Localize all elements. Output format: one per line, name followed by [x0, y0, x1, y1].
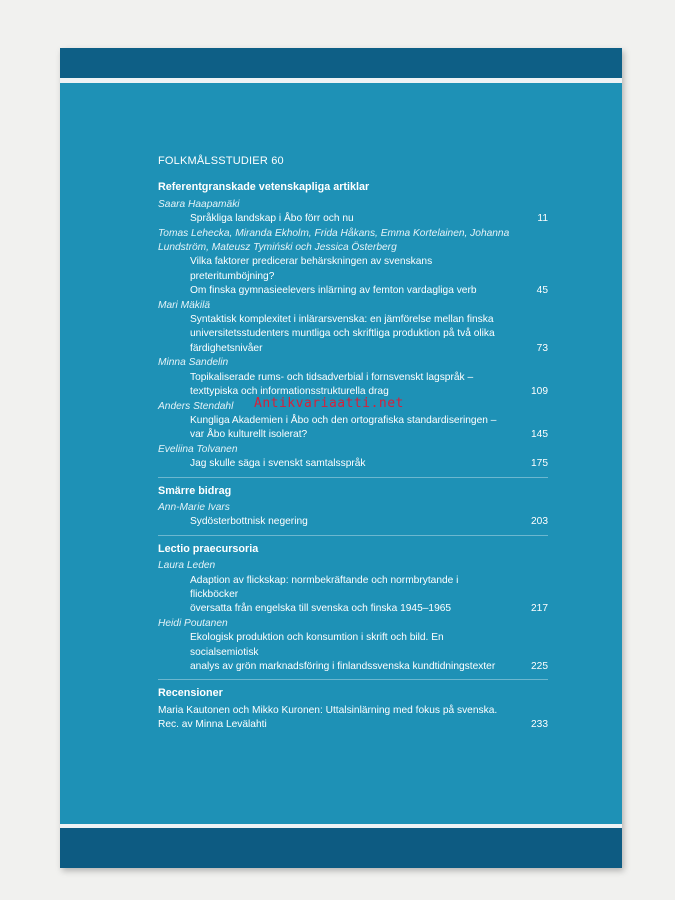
- bottom-band: [60, 828, 622, 868]
- article-title: Ekologisk produktion och konsumtion i skrift och bild. En socialsemiotisk analys av grön marknadsföring i finlandssvenska kundtidningstexter: [190, 632, 496, 672]
- page-number: 175: [531, 458, 548, 470]
- article-author: Eveliina Tolvanen: [158, 443, 238, 455]
- article-entry: [158, 414, 548, 443]
- table-of-contents: [158, 154, 548, 733]
- review-title: Maria Kautonen och Mikko Kuronen: Uttalsinlärning med fokus på svenska. Rec. av Minna Levälahti: [158, 704, 498, 731]
- series-title: FOLKMÅLSSTUDIER 60: [158, 155, 284, 167]
- article-entry: [158, 255, 548, 298]
- section-divider: [158, 477, 548, 478]
- article-entry: [158, 574, 548, 617]
- article-title: Vilka faktorer predicerar behärskningen av svenskans preteritumböjning? Om finska gymnasieelevers inlärning av femton vardagliga verb: [190, 256, 477, 297]
- page-number: 233: [531, 719, 548, 731]
- article-author: Mari Mäkilä: [158, 299, 211, 311]
- article-title: Adaption av flickskap: normbekräftande och normbrytande i flickböcker översatta från engelska till svenska och finska 1945–1965: [190, 574, 459, 615]
- page-number: 11: [537, 213, 548, 225]
- article-author: Saara Haapamäki: [158, 198, 240, 210]
- page-number: 73: [536, 342, 548, 354]
- section-heading: Smärre bidrag: [158, 484, 232, 497]
- review-entry: [158, 704, 548, 733]
- article-entry: [158, 515, 548, 529]
- page-number: 217: [531, 603, 548, 615]
- article-author: Laura Leden: [158, 560, 216, 572]
- section-divider: [158, 679, 548, 680]
- book-back-cover: [60, 48, 622, 868]
- article-title: Kungliga Akademien i Åbo och den ortografiska standardiseringen – var Åbo kulturellt isolerat?: [190, 414, 497, 441]
- page-number: 203: [531, 516, 548, 528]
- section-divider: [158, 535, 548, 536]
- article-author: Anders Stendahl: [158, 400, 234, 412]
- article-title: Jag skulle säga i svenskt samtalsspråk: [190, 458, 366, 470]
- article-title: Syntaktisk komplexitet i inlärarsvenska: en jämförelse mellan finska universitetsstudenters muntliga och skriftliga produktion på två olika färdighetsnivåer: [190, 314, 495, 354]
- section-heading: Lectio praecursoria: [158, 542, 259, 555]
- top-band: [60, 48, 622, 78]
- article-entry: [158, 212, 548, 226]
- article-title: Språkliga landskap i Åbo förr och nu: [190, 213, 354, 225]
- top-band-stripe: [60, 78, 622, 83]
- article-author: Heidi Poutanen: [158, 617, 228, 629]
- article-author: Minna Sandelin: [158, 357, 229, 369]
- section-heading: Recensioner: [158, 687, 223, 700]
- page-number: 225: [531, 661, 548, 672]
- article-entry: [158, 631, 548, 674]
- article-author: Tomas Lehecka, Miranda Ekholm, Frida Håkans, Emma Kortelainen, Johanna Lundström, Mateusz Tymiński och Jessica Österberg: [158, 227, 510, 254]
- watermark-text: Antikvariaatti.net: [254, 396, 404, 411]
- article-title: Sydösterbottnisk negering: [190, 516, 308, 528]
- article-entry: [158, 457, 548, 471]
- article-entry: [158, 313, 548, 356]
- page-number: 45: [536, 285, 548, 297]
- article-title: Topikaliserade rums- och tidsadverbial i fornsvenskt lagspråk – texttypiska och informationsstrukturella drag: [190, 371, 474, 398]
- page-number: 109: [531, 386, 548, 398]
- page-number: 145: [531, 429, 548, 441]
- article-author: Ann-Marie Ivars: [158, 501, 230, 513]
- section-heading: Referentgranskade vetenskapliga artiklar: [158, 181, 370, 194]
